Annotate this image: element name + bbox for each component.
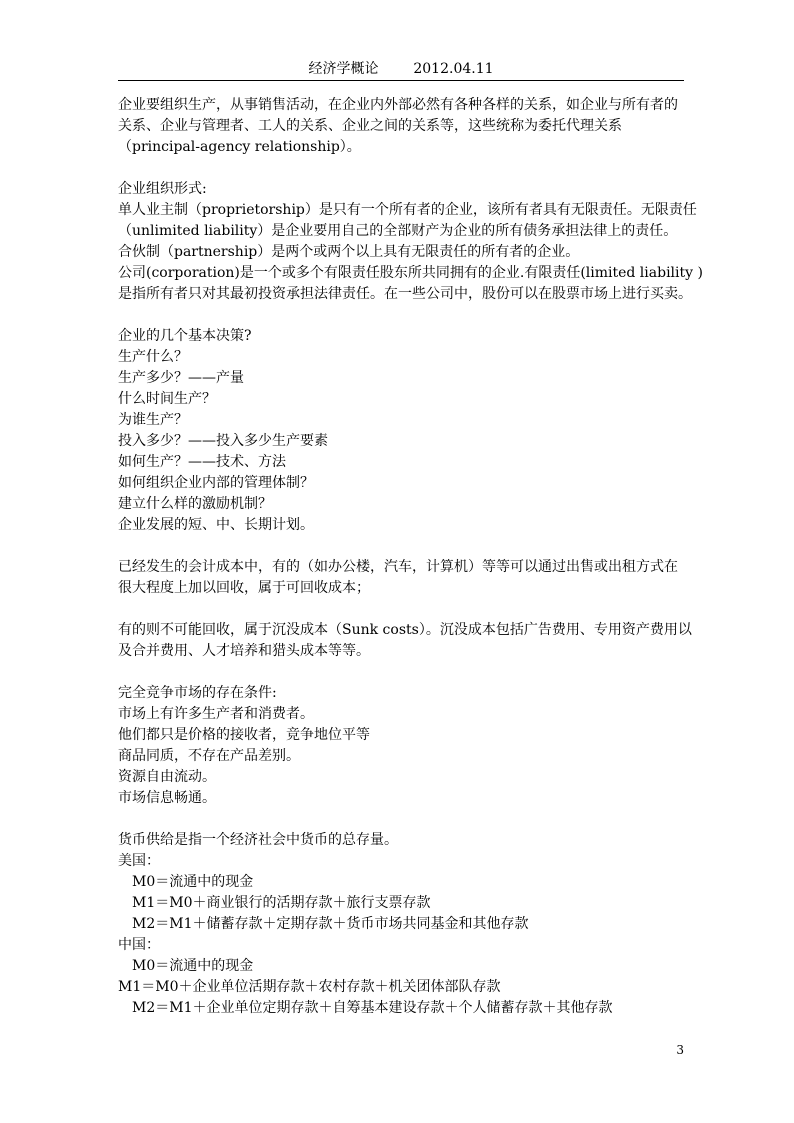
header-date: 2012.04.11 [413, 61, 494, 77]
formula-line: M2＝M1＋企业单位定期存款＋自筹基本建设存款＋个人储蓄存款＋其他存款 [132, 1000, 613, 1016]
list-item: 为谁生产？ [118, 412, 188, 428]
paragraph-line: （unlimited liability）是企业要用自己的全部财产为企业的所有债务承担法律上的责任。 [118, 223, 678, 239]
list-item: 如何生产？——技术、方法 [118, 454, 286, 470]
paragraph-line: 单人业主制（proprietorship）是只有一个所有者的企业，该所有者具有无限责任。无限责任 [118, 202, 697, 218]
list-item: 如何组织企业内部的管理体制？ [118, 475, 314, 491]
list-item: 什么时间生产？ [118, 391, 216, 407]
spacer [118, 809, 684, 830]
list-item: 生产多少？——产量 [118, 370, 244, 386]
list-item: 他们都只是价格的接收者，竞争地位平等 [118, 727, 370, 743]
paragraph-line: 合伙制（partnership）是两个或两个以上具有无限责任的所有者的企业。 [118, 244, 580, 260]
document-body [118, 95, 703, 1019]
paragraph-line: 货币供给是指一个经济社会中货币的总存量。 [118, 832, 398, 848]
spacer [118, 599, 684, 620]
formula-line: M0＝流通中的现金 [132, 958, 254, 974]
section-heading: 企业的几个基本决策? [118, 328, 252, 344]
country-label: 中国： [118, 937, 160, 953]
spacer [118, 536, 684, 557]
spacer [118, 158, 684, 179]
list-item: 市场上有许多生产者和消费者。 [118, 706, 314, 722]
list-item: 建立什么样的激励机制？ [118, 496, 272, 512]
paragraph-line: 公司(corporation)是一个或多个有限责任股东所共同拥有的企业.有限责任(limited liability ) [118, 265, 703, 281]
list-item: 投入多少？——投入多少生产要素 [118, 433, 328, 449]
paragraph-line: 已经发生的会计成本中，有的（如办公楼，汽车，计算机）等等可以通过出售或出租方式在 [118, 559, 678, 575]
paragraph-line: 是指所有者只对其最初投资承担法律责任。在一些公司中，股份可以在股票市场上进行买卖。 [118, 286, 692, 302]
section-heading: 完全竞争市场的存在条件: [118, 685, 277, 701]
formula-line: M0＝流通中的现金 [132, 874, 254, 890]
header-title: 经济学概论 [308, 61, 379, 77]
paragraph-line: 及合并费用、人才培养和猎头成本等等。 [118, 643, 370, 659]
list-item: 资源自由流动。 [118, 769, 216, 785]
section-heading: 企业组织形式: [118, 181, 207, 197]
paragraph-line: 企业要组织生产，从事销售活动，在企业内外部必然有各种各样的关系，如企业与所有者的 [118, 97, 678, 113]
paragraph-line: （principal-agency relationship）。 [118, 139, 361, 155]
formula-line: M2＝M1＋储蓄存款＋定期存款＋货币市场共同基金和其他存款 [132, 916, 529, 932]
list-item: 市场信息畅通。 [118, 790, 216, 806]
spacer [118, 662, 684, 683]
paragraph-line: 很大程度上加以回收，属于可回收成本； [118, 580, 370, 596]
formula-line: M1＝M0＋企业单位活期存款＋农村存款＋机关团体部队存款 [118, 979, 501, 995]
list-item: 生产什么？ [118, 349, 188, 365]
spacer [118, 305, 684, 326]
formula-line: M1＝M0＋商业银行的活期存款＋旅行支票存款 [132, 895, 431, 911]
paragraph-line: 有的则不可能回收，属于沉没成本（Sunk costs）。沉没成本包括广告费用、专用资产费用以 [118, 622, 692, 638]
paragraph-line: 关系、企业与管理者、工人的关系、企业之间的关系等，这些统称为委托代理关系 [118, 118, 622, 134]
page-header [118, 58, 684, 81]
list-item: 商品同质，不存在产品差别。 [118, 748, 300, 764]
country-label: 美国： [118, 853, 160, 869]
list-item: 企业发展的短、中、长期计划。 [118, 517, 314, 533]
page-number: 3 [676, 1043, 684, 1057]
